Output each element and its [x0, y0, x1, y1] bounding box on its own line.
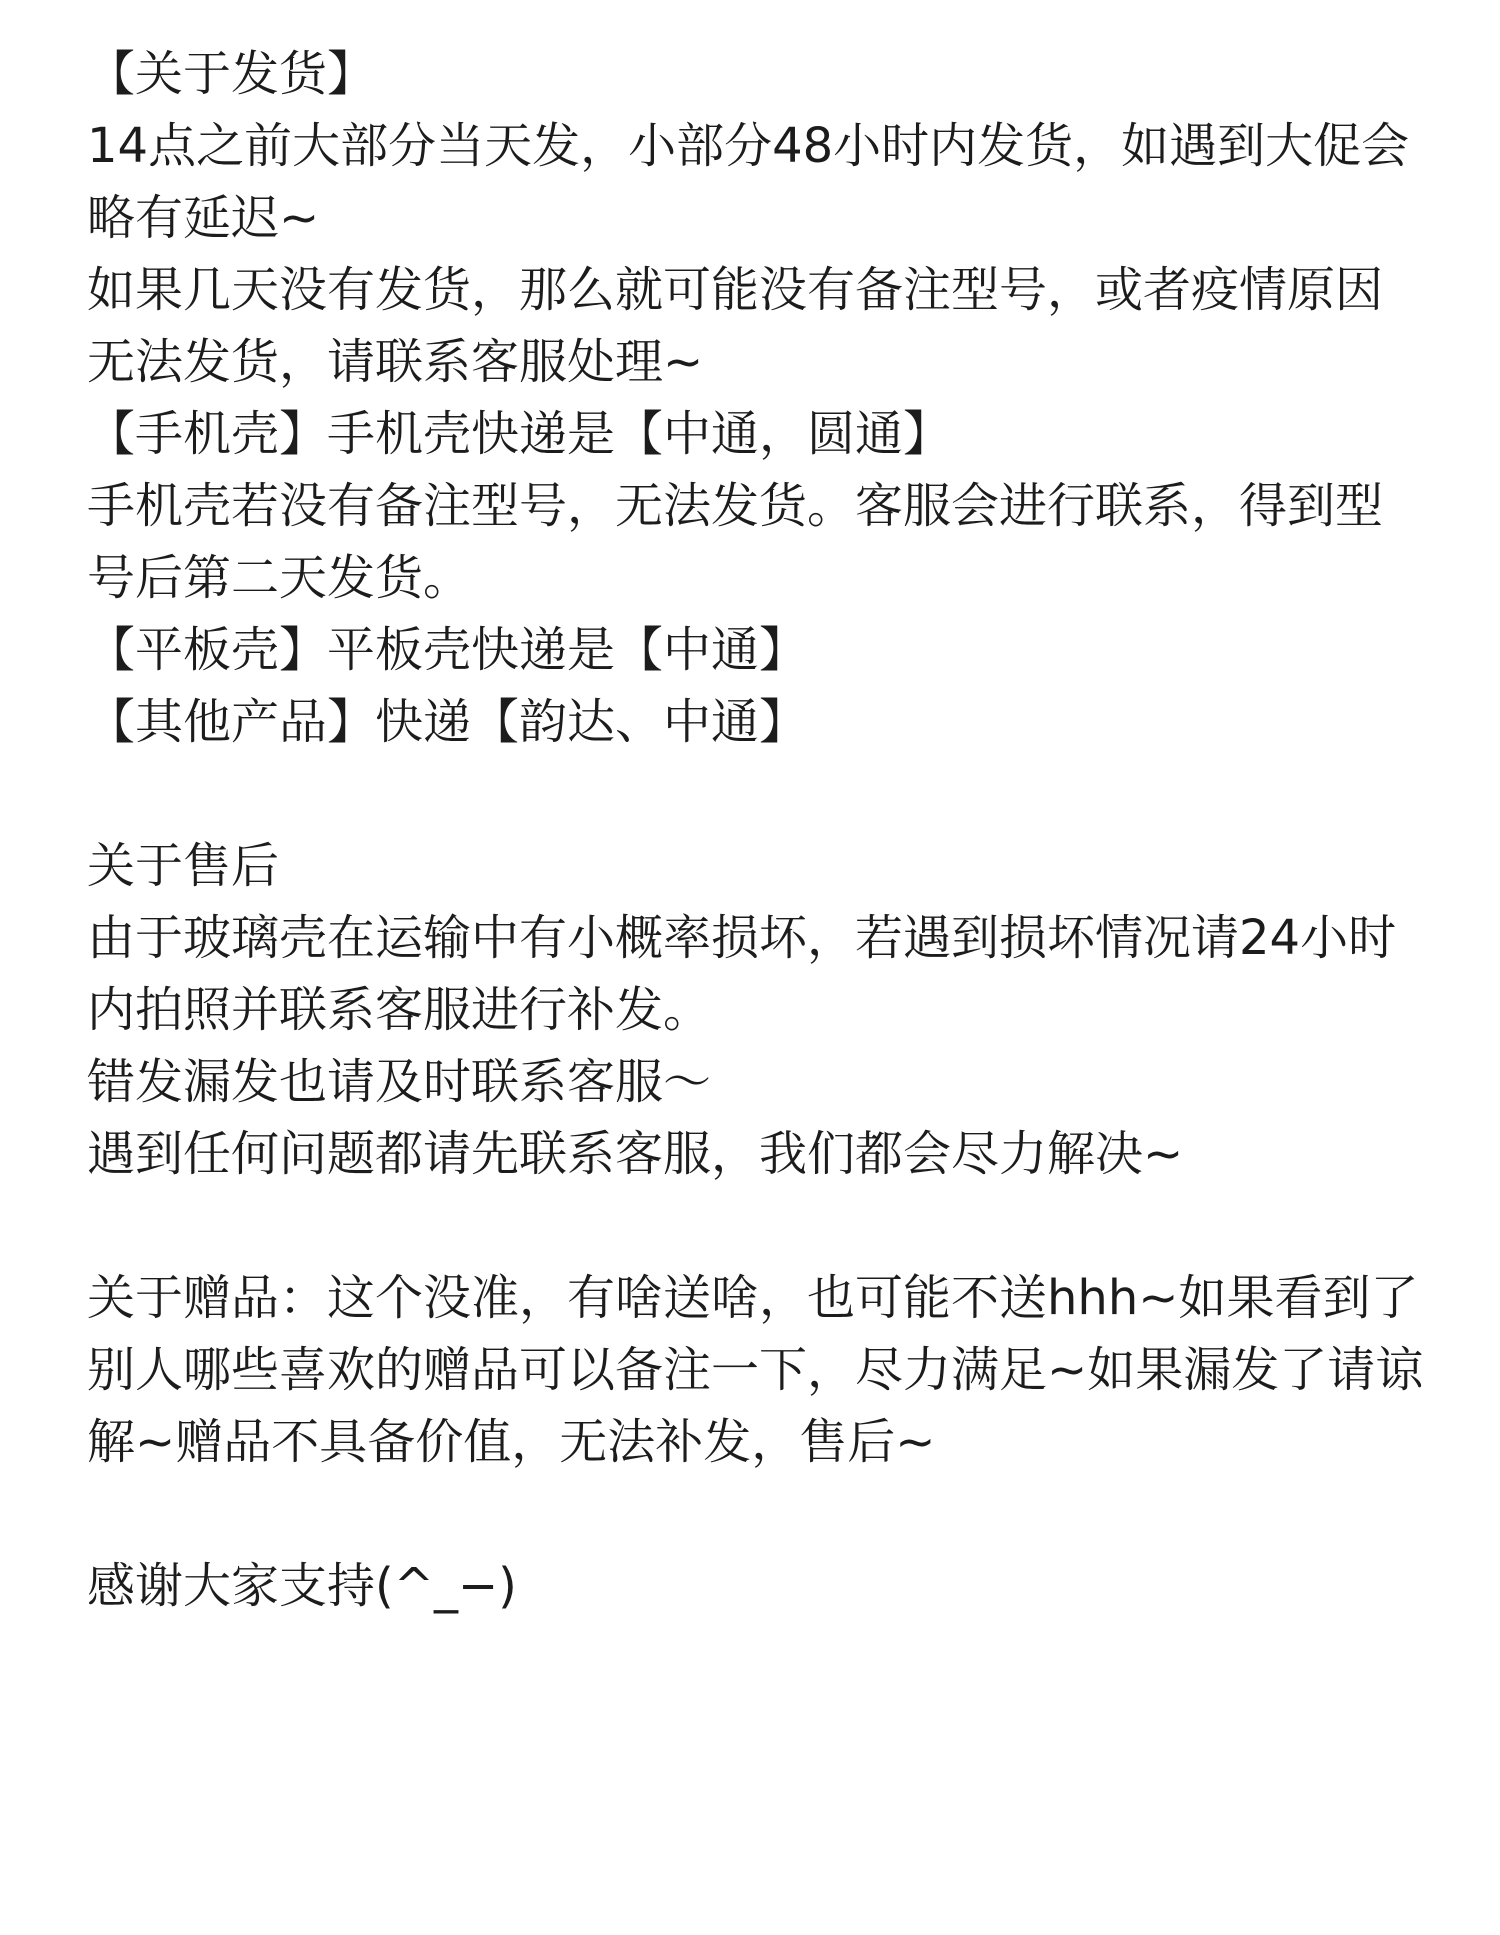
phone-case-note-line: 手机壳若没有备注型号，无法发货。客服会进行联系，得到型	[87, 478, 1384, 534]
gifts-line: 解~赠品不具备价值，无法补发，售后~	[87, 1414, 936, 1470]
section-gap	[87, 1478, 1447, 1550]
after-sales-line: 错发漏发也请及时联系客服～	[87, 1054, 712, 1110]
after-sales-heading: 关于售后	[87, 838, 280, 894]
after-sales-line: 内拍照并联系客服进行补发。	[87, 982, 712, 1038]
phone-case-note-line: 号后第二天发货。	[87, 550, 472, 606]
thanks-line: 感谢大家支持(^_−)	[87, 1558, 517, 1614]
after-sales-line: 遇到任何问题都请先联系客服，我们都会尽力解决~	[87, 1126, 1184, 1182]
gifts-line: 别人哪些喜欢的赠品可以备注一下，尽力满足~如果漏发了请谅	[87, 1342, 1424, 1398]
section-gap	[87, 1190, 1447, 1262]
phone-case-shipping-line: 【手机壳】手机壳快递是【中通，圆通】	[87, 406, 952, 462]
shipping-line: 略有延迟~	[87, 190, 320, 246]
shipping-line: 如果几天没有发货，那么就可能没有备注型号，或者疫情原因	[87, 262, 1384, 318]
after-sales-line: 由于玻璃壳在运输中有小概率损坏，若遇到损坏情况请24小时	[87, 910, 1397, 966]
shipping-line: 14点之前大部分当天发，小部分48小时内发货，如遇到大促会	[87, 118, 1410, 174]
other-products-shipping-line: 【其他产品】快递【韵达、中通】	[87, 694, 808, 750]
notice-document	[87, 38, 1447, 1622]
shipping-heading: 【关于发货】	[87, 46, 376, 102]
tablet-case-shipping-line: 【平板壳】平板壳快递是【中通】	[87, 622, 808, 678]
gifts-line: 关于赠品：这个没准，有啥送啥，也可能不送hhh~如果看到了	[87, 1270, 1419, 1326]
shipping-line: 无法发货，请联系客服处理~	[87, 334, 704, 390]
section-gap	[87, 758, 1447, 830]
